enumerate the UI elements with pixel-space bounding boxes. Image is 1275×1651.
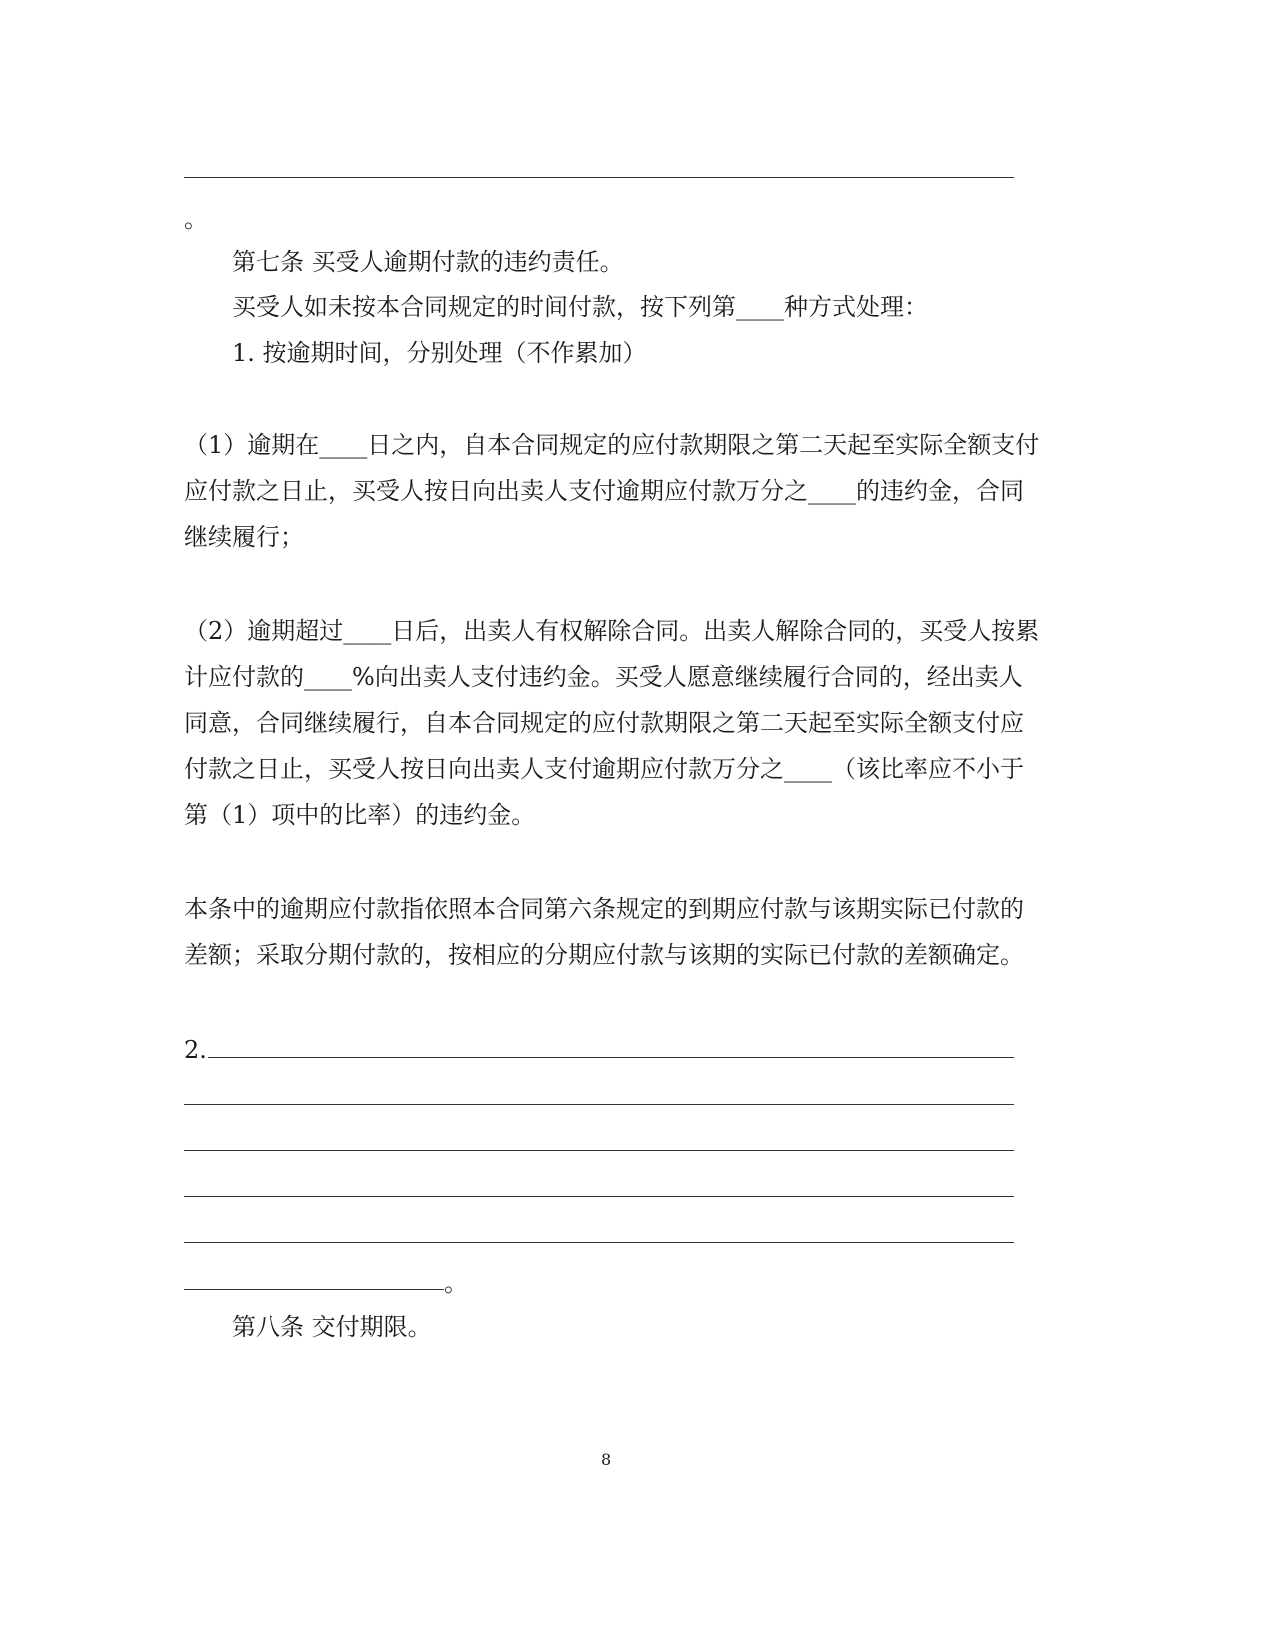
blank-line xyxy=(184,1289,444,1290)
page-number: 8 xyxy=(601,1450,612,1469)
note-line: 差额；采取分期付款的，按相应的分期应付款与该期的实际已付款的差额确定。 xyxy=(184,941,1024,969)
blank-line xyxy=(184,1196,1014,1197)
article7-intro: 买受人如未按本合同规定的时间付款，按下列第____种方式处理： xyxy=(232,293,928,321)
item2-end-period: 。 xyxy=(444,1269,468,1297)
item1-2-line: 同意，合同继续履行，自本合同规定的应付款期限之第二天起至实际全额支付应 xyxy=(184,709,1024,737)
item1-2-line: 计应付款的____%向出卖人支付违约金。买受人愿意继续履行合同的，经出卖人 xyxy=(184,663,1023,691)
trailing-period: 。 xyxy=(184,205,208,233)
item1-1-line: （1）逾期在____日之内，自本合同规定的应付款期限之第二天起至实际全额支付 xyxy=(184,431,1040,459)
blank-line xyxy=(184,1150,1014,1151)
blank-line xyxy=(184,177,1014,178)
item1-2-line: 付款之日止，买受人按日向出卖人支付逾期应付款万分之____（该比率应不小于 xyxy=(184,755,1024,783)
article8-title: 第八条 交付期限。 xyxy=(232,1313,432,1341)
item2-label: 2. xyxy=(184,1036,207,1064)
item1-heading: 1. 按逾期时间，分别处理（不作累加） xyxy=(232,339,647,367)
item1-1-line: 继续履行； xyxy=(184,523,304,551)
blank-line xyxy=(208,1057,1014,1058)
note-line: 本条中的逾期应付款指依照本合同第六条规定的到期应付款与该期实际已付款的 xyxy=(184,895,1024,923)
item1-1-line: 应付款之日止，买受人按日向出卖人支付逾期应付款万分之____的违约金，合同 xyxy=(184,477,1024,505)
item1-2-line: （2）逾期超过____日后，出卖人有权解除合同。出卖人解除合同的，买受人按累 xyxy=(184,617,1040,645)
blank-line xyxy=(184,1104,1014,1105)
article7-title: 第七条 买受人逾期付款的违约责任。 xyxy=(232,248,624,276)
blank-line xyxy=(184,1242,1014,1243)
item1-2-line: 第（1）项中的比率）的违约金。 xyxy=(184,801,536,829)
